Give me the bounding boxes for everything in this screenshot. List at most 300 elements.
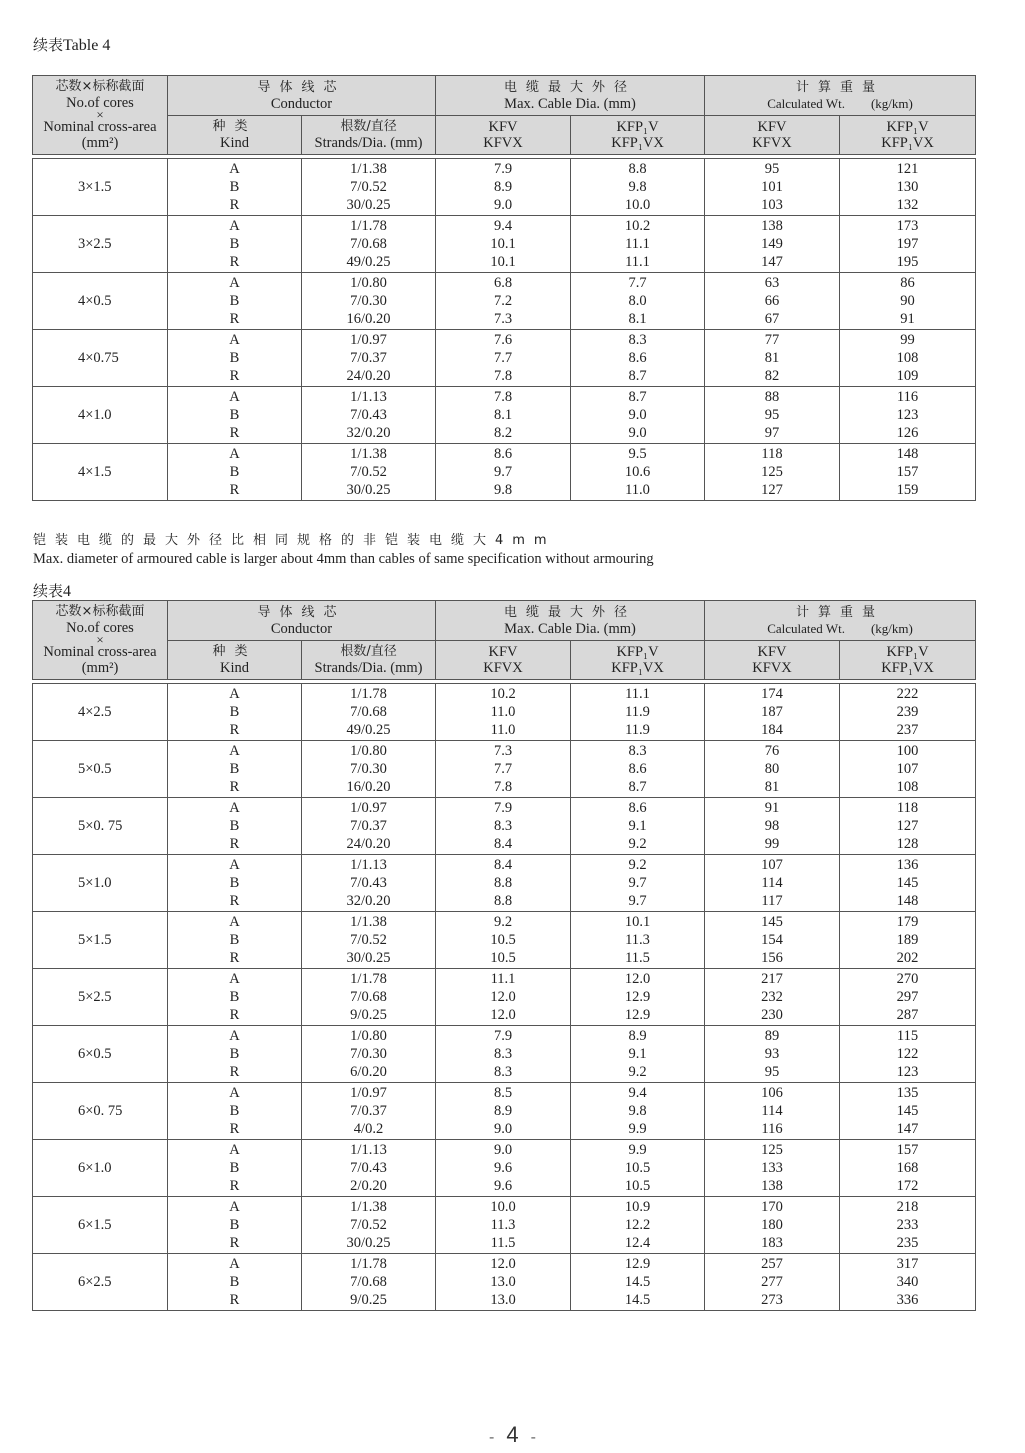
cell-value: 11.3 bbox=[490, 1217, 516, 1233]
cell-value: 1/1.78 bbox=[350, 971, 387, 987]
cell-value: B bbox=[229, 761, 240, 777]
wt-kfpv-cell bbox=[840, 969, 976, 1026]
cell-value: R bbox=[229, 1007, 240, 1023]
cell-value: 91 bbox=[900, 311, 915, 327]
table-row bbox=[33, 855, 976, 912]
cell-value: 10.1 bbox=[490, 254, 516, 270]
cell-value: B bbox=[229, 1217, 240, 1233]
cell-value: 8.8 bbox=[628, 161, 647, 177]
cell-value: B bbox=[229, 293, 240, 309]
header-kfvx: KFVX bbox=[752, 660, 792, 676]
spec-cell bbox=[33, 216, 168, 273]
spec-cell bbox=[33, 1026, 168, 1083]
wt-kfpv-cell bbox=[840, 1197, 976, 1254]
cell-value: 7/0.43 bbox=[350, 1160, 387, 1176]
cell-value: 154 bbox=[761, 932, 783, 948]
cell-value: 90 bbox=[900, 293, 915, 309]
table-row bbox=[33, 159, 976, 216]
cell-value: 7/0.68 bbox=[350, 989, 387, 1005]
cell-value: 9.4 bbox=[628, 1085, 647, 1101]
cell-value: 8.7 bbox=[628, 389, 647, 405]
cell-value: R bbox=[229, 950, 240, 966]
cell-value: 9.6 bbox=[493, 1160, 513, 1176]
strands-cell bbox=[302, 273, 436, 330]
wt-kfv-cell bbox=[705, 1083, 840, 1140]
cell-value: 121 bbox=[896, 161, 919, 177]
cell-value: 172 bbox=[896, 1178, 919, 1194]
cell-value: R bbox=[229, 1292, 240, 1308]
cell-value: 157 bbox=[896, 1142, 919, 1158]
spec-value: 4×2.5 bbox=[78, 704, 112, 720]
cell-value: 8.6 bbox=[493, 446, 513, 462]
cell-value: 30/0.25 bbox=[346, 482, 391, 498]
cell-value: A bbox=[229, 1028, 240, 1044]
header-kind bbox=[168, 641, 302, 680]
header-wt-en2: (kg/km) bbox=[870, 620, 913, 636]
dia-kfpv-cell bbox=[571, 1197, 705, 1254]
cell-value: 1/1.38 bbox=[350, 161, 387, 177]
header-conductor bbox=[168, 601, 436, 641]
cell-value: 11.1 bbox=[490, 971, 516, 987]
kind-cell bbox=[168, 855, 302, 912]
cell-value: 14.5 bbox=[624, 1292, 651, 1308]
cell-value: 9.2 bbox=[628, 1064, 647, 1080]
cell-value: 8.9 bbox=[628, 1028, 647, 1044]
header-kfpvx: KFP₁VX bbox=[881, 135, 934, 151]
table2-caption-num: 4 bbox=[63, 583, 72, 600]
cell-value: 7.2 bbox=[493, 293, 513, 309]
dia-kfpv-cell bbox=[571, 159, 705, 216]
dia-kfpv-cell bbox=[571, 1083, 705, 1140]
dia-kfv-cell bbox=[436, 1197, 571, 1254]
cell-value: 10.6 bbox=[624, 464, 651, 480]
header-dia-kfv bbox=[436, 116, 571, 155]
dia-kfv-cell bbox=[436, 684, 571, 741]
cell-value: 138 bbox=[761, 1178, 783, 1194]
cell-value: 9.0 bbox=[493, 1121, 513, 1137]
header-kind-zh: 种类 bbox=[212, 644, 257, 659]
cell-value: 109 bbox=[896, 368, 919, 384]
kind-cell bbox=[168, 273, 302, 330]
cell-value: 8.9 bbox=[493, 179, 513, 195]
cell-value: 179 bbox=[896, 914, 919, 930]
cell-value: 130 bbox=[896, 179, 919, 195]
cell-value: 7/0.52 bbox=[350, 932, 387, 948]
cell-value: A bbox=[229, 857, 240, 873]
cell-value: 133 bbox=[761, 1160, 783, 1176]
dia-kfv-cell bbox=[436, 969, 571, 1026]
cell-value: 8.1 bbox=[628, 311, 647, 327]
kind-cell bbox=[168, 798, 302, 855]
cell-value: 108 bbox=[896, 350, 919, 366]
cell-value: 97 bbox=[764, 425, 780, 441]
table-row bbox=[33, 1254, 976, 1311]
cell-value: 88 bbox=[764, 389, 780, 405]
header-cores-unit: (mm²) bbox=[81, 135, 119, 151]
cell-value: 132 bbox=[896, 197, 919, 213]
cell-value: 148 bbox=[896, 446, 919, 462]
cell-value: 77 bbox=[764, 332, 780, 348]
header-conductor-en: Conductor bbox=[270, 95, 333, 112]
table-row bbox=[33, 969, 976, 1026]
cell-value: 149 bbox=[761, 236, 783, 252]
cell-value: 12.9 bbox=[624, 989, 651, 1005]
spec-cell bbox=[33, 684, 168, 741]
cell-value: 8.4 bbox=[493, 836, 513, 852]
cell-value: 170 bbox=[761, 1199, 783, 1215]
cell-value: 9.6 bbox=[493, 1178, 513, 1194]
cell-value: 12.4 bbox=[624, 1235, 651, 1251]
header-conductor-zh: 导体线芯 bbox=[257, 79, 346, 95]
dia-kfpv-cell bbox=[571, 444, 705, 501]
cell-value: 95 bbox=[764, 407, 780, 423]
dia-kfpv-cell bbox=[571, 741, 705, 798]
cell-value: B bbox=[229, 464, 240, 480]
spec-value: 5×0.5 bbox=[78, 761, 112, 777]
dia-kfpv-cell bbox=[571, 330, 705, 387]
cell-value: 222 bbox=[896, 686, 919, 702]
cell-value: 156 bbox=[761, 950, 783, 966]
strands-cell bbox=[302, 1254, 436, 1311]
cell-value: 9.0 bbox=[493, 197, 513, 213]
cell-value: B bbox=[229, 1103, 240, 1119]
cell-value: 14.5 bbox=[624, 1274, 651, 1290]
cell-value: 9.1 bbox=[628, 1046, 647, 1062]
header-wt-kfpv bbox=[840, 116, 976, 155]
cell-value: R bbox=[229, 893, 240, 909]
cell-value: 91 bbox=[764, 800, 780, 816]
cell-value: R bbox=[229, 1121, 240, 1137]
cell-value: 9.0 bbox=[628, 425, 647, 441]
cell-value: 12.0 bbox=[490, 1256, 516, 1272]
armour-note-zh: 铠装电缆的最大外径比相同规格的非铠装电缆大4mm bbox=[33, 533, 556, 548]
cell-value: 9.2 bbox=[628, 836, 647, 852]
cell-value: 8.0 bbox=[628, 293, 647, 309]
cell-value: 9.7 bbox=[493, 464, 513, 480]
strands-cell bbox=[302, 1197, 436, 1254]
cell-value: 8.3 bbox=[493, 818, 513, 834]
page-dash-right: - bbox=[530, 1429, 536, 1446]
cell-value: 270 bbox=[896, 971, 919, 987]
wt-kfv-cell bbox=[705, 741, 840, 798]
spec-value: 5×2.5 bbox=[78, 989, 112, 1005]
dia-kfv-cell bbox=[436, 741, 571, 798]
cell-value: 7.7 bbox=[493, 350, 513, 366]
cell-value: 115 bbox=[896, 1028, 919, 1044]
cell-value: 11.1 bbox=[625, 236, 650, 252]
cell-value: B bbox=[229, 932, 240, 948]
dia-kfpv-cell bbox=[571, 1254, 705, 1311]
dia-kfv-cell bbox=[436, 387, 571, 444]
header-kfvx: KFVX bbox=[483, 135, 523, 151]
wt-kfpv-cell bbox=[840, 741, 976, 798]
cell-value: 10.0 bbox=[624, 197, 651, 213]
table-row bbox=[33, 387, 976, 444]
cell-value: 7.7 bbox=[493, 761, 513, 777]
cell-value: 7/0.37 bbox=[350, 1103, 387, 1119]
spec-value: 4×1.5 bbox=[78, 464, 112, 480]
header-conductor bbox=[168, 76, 436, 116]
table-row bbox=[33, 1140, 976, 1197]
header-wt-en1: Calculated Wt. bbox=[767, 620, 845, 636]
page-number-value: 4 bbox=[506, 1422, 519, 1447]
table-row bbox=[33, 798, 976, 855]
wt-kfpv-cell bbox=[840, 444, 976, 501]
cell-value: A bbox=[229, 971, 240, 987]
table1-caption-en: Table 4 bbox=[63, 37, 111, 54]
cell-value: 24/0.20 bbox=[346, 368, 391, 384]
cell-value: 123 bbox=[896, 1064, 919, 1080]
spec-cell bbox=[33, 798, 168, 855]
spec-value: 5×1.5 bbox=[78, 932, 112, 948]
cell-value: 7.8 bbox=[493, 368, 513, 384]
cell-value: 82 bbox=[764, 368, 780, 384]
cell-value: 1/0.80 bbox=[350, 1028, 387, 1044]
cell-value: 12.0 bbox=[624, 971, 651, 987]
cell-value: 1/1.38 bbox=[350, 1199, 387, 1215]
cell-value: 118 bbox=[761, 446, 783, 462]
cell-value: 12.0 bbox=[490, 989, 516, 1005]
cell-value: B bbox=[229, 989, 240, 1005]
kind-cell bbox=[168, 1197, 302, 1254]
header-conductor-zh: 导体线芯 bbox=[257, 604, 346, 620]
cell-value: 117 bbox=[761, 893, 783, 909]
cell-value: 145 bbox=[761, 914, 783, 930]
cell-value: 24/0.20 bbox=[346, 836, 391, 852]
cell-value: 13.0 bbox=[490, 1292, 516, 1308]
header-dia-kfpv bbox=[571, 641, 705, 680]
cell-value: 116 bbox=[761, 1121, 783, 1137]
cell-value: 233 bbox=[896, 1217, 919, 1233]
table-row bbox=[33, 741, 976, 798]
cell-value: A bbox=[229, 1199, 240, 1215]
cell-value: B bbox=[229, 1274, 240, 1290]
cell-value: R bbox=[229, 368, 240, 384]
cell-value: A bbox=[229, 1085, 240, 1101]
cell-value: 8.3 bbox=[493, 1046, 513, 1062]
cell-value: 11.5 bbox=[490, 1235, 516, 1251]
wt-kfpv-cell bbox=[840, 1026, 976, 1083]
wt-kfv-cell bbox=[705, 273, 840, 330]
header-strands-en: Strands/Dia. (mm) bbox=[314, 660, 423, 676]
spec-cell bbox=[33, 969, 168, 1026]
spec-value: 6×2.5 bbox=[78, 1274, 112, 1290]
dia-kfpv-cell bbox=[571, 216, 705, 273]
wt-kfv-cell bbox=[705, 855, 840, 912]
cell-value: 9.9 bbox=[628, 1142, 647, 1158]
cell-value: B bbox=[229, 875, 240, 891]
spec-value: 4×0.75 bbox=[78, 350, 119, 366]
cell-value: R bbox=[229, 1178, 240, 1194]
kind-cell bbox=[168, 1254, 302, 1311]
cell-value: 66 bbox=[764, 293, 780, 309]
header-cores-unit: (mm²) bbox=[81, 660, 119, 676]
wt-kfpv-cell bbox=[840, 912, 976, 969]
cell-value: 138 bbox=[761, 218, 783, 234]
cell-value: 100 bbox=[896, 743, 919, 759]
cell-value: 273 bbox=[761, 1292, 783, 1308]
cell-value: 30/0.25 bbox=[346, 1235, 391, 1251]
spec-value: 3×1.5 bbox=[78, 179, 112, 195]
wt-kfv-cell bbox=[705, 1140, 840, 1197]
header-strands bbox=[302, 116, 436, 155]
table-row bbox=[33, 684, 976, 741]
cell-value: 30/0.25 bbox=[346, 197, 391, 213]
strands-cell bbox=[302, 159, 436, 216]
strands-cell bbox=[302, 684, 436, 741]
cell-value: 80 bbox=[764, 761, 780, 777]
cell-value: 7/0.52 bbox=[350, 179, 387, 195]
cell-value: 16/0.20 bbox=[346, 779, 391, 795]
cell-value: 8.6 bbox=[628, 761, 647, 777]
cell-value: 8.4 bbox=[493, 857, 513, 873]
wt-kfpv-cell bbox=[840, 1254, 976, 1311]
spec-value: 6×1.5 bbox=[78, 1217, 112, 1233]
kind-cell bbox=[168, 912, 302, 969]
cell-value: 1/1.38 bbox=[350, 446, 387, 462]
cell-value: 340 bbox=[896, 1274, 919, 1290]
table1-caption-zh: 续表 bbox=[33, 36, 64, 54]
cell-value: 7/0.30 bbox=[350, 761, 387, 777]
cell-value: 136 bbox=[896, 857, 919, 873]
dia-kfpv-cell bbox=[571, 387, 705, 444]
spec-cell bbox=[33, 387, 168, 444]
cell-value: 277 bbox=[761, 1274, 783, 1290]
spec-cell bbox=[33, 741, 168, 798]
header-dia-kfv bbox=[436, 641, 571, 680]
cell-value: 9.8 bbox=[493, 482, 513, 498]
cable-spec-table-2 bbox=[32, 600, 976, 1311]
cell-value: 11.0 bbox=[625, 482, 650, 498]
cell-value: B bbox=[229, 704, 240, 720]
spec-value: 6×0. 75 bbox=[78, 1103, 123, 1119]
cell-value: 9.2 bbox=[493, 914, 513, 930]
strands-cell bbox=[302, 798, 436, 855]
armour-note-en: Max. diameter of armoured cable is larger about 4mm than cables of same specification without armouring bbox=[33, 551, 654, 567]
dia-kfv-cell bbox=[436, 912, 571, 969]
table-row bbox=[33, 216, 976, 273]
cell-value: 239 bbox=[896, 704, 919, 720]
cell-value: 7.9 bbox=[493, 800, 513, 816]
header-kfpvx: KFP₁VX bbox=[611, 660, 664, 676]
cell-value: B bbox=[229, 1046, 240, 1062]
cell-value: 1/0.80 bbox=[350, 743, 387, 759]
cell-value: 9.5 bbox=[628, 446, 647, 462]
cell-value: 128 bbox=[896, 836, 919, 852]
cell-value: B bbox=[229, 818, 240, 834]
dia-kfv-cell bbox=[436, 855, 571, 912]
strands-cell bbox=[302, 330, 436, 387]
cell-value: 95 bbox=[764, 1064, 780, 1080]
cell-value: 4/0.2 bbox=[353, 1121, 384, 1137]
cell-value: 7/0.52 bbox=[350, 1217, 387, 1233]
cell-value: 11.0 bbox=[490, 722, 516, 738]
header-wt-kfpv bbox=[840, 641, 976, 680]
cell-value: A bbox=[229, 332, 240, 348]
wt-kfv-cell bbox=[705, 912, 840, 969]
cell-value: R bbox=[229, 425, 240, 441]
cell-value: 7/0.43 bbox=[350, 875, 387, 891]
cell-value: 1/0.97 bbox=[350, 800, 387, 816]
cell-value: 32/0.20 bbox=[346, 893, 391, 909]
cell-value: A bbox=[229, 914, 240, 930]
dia-kfpv-cell bbox=[571, 1140, 705, 1197]
dia-kfv-cell bbox=[436, 1140, 571, 1197]
cell-value: 7.6 bbox=[493, 332, 513, 348]
cell-value: 1/0.97 bbox=[350, 332, 387, 348]
cell-value: B bbox=[229, 179, 240, 195]
cell-value: R bbox=[229, 197, 240, 213]
spec-cell bbox=[33, 444, 168, 501]
spec-value: 5×0. 75 bbox=[78, 818, 123, 834]
header-cores-zh: 芯数×标称截面 bbox=[55, 604, 145, 619]
cell-value: 7.9 bbox=[493, 1028, 513, 1044]
page-dash-left: - bbox=[489, 1429, 495, 1446]
wt-kfpv-cell bbox=[840, 855, 976, 912]
cell-value: 108 bbox=[896, 779, 919, 795]
strands-cell bbox=[302, 387, 436, 444]
dia-kfv-cell bbox=[436, 216, 571, 273]
header-strands bbox=[302, 641, 436, 680]
cell-value: 230 bbox=[761, 1007, 783, 1023]
header-cores-x: × bbox=[96, 632, 104, 647]
header-strands-zh: 根数/直径 bbox=[340, 119, 397, 134]
wt-kfpv-cell bbox=[840, 1140, 976, 1197]
header-dia-en: Max. Cable Dia. (mm) bbox=[504, 620, 636, 637]
cell-value: R bbox=[229, 482, 240, 498]
cell-value: 8.3 bbox=[628, 743, 647, 759]
cell-value: 107 bbox=[896, 761, 919, 777]
cell-value: 8.6 bbox=[628, 350, 647, 366]
dia-kfv-cell bbox=[436, 1026, 571, 1083]
cell-value: 8.7 bbox=[628, 779, 647, 795]
cell-value: 7.3 bbox=[493, 311, 513, 327]
wt-kfv-cell bbox=[705, 969, 840, 1026]
cell-value: 6/0.20 bbox=[350, 1064, 387, 1080]
wt-kfpv-cell bbox=[840, 798, 976, 855]
cell-value: 7.3 bbox=[493, 743, 513, 759]
kind-cell bbox=[168, 387, 302, 444]
header-cores-x: × bbox=[96, 107, 104, 122]
cell-value: 93 bbox=[764, 1046, 780, 1062]
header-cores-en2: Nominal cross-area bbox=[43, 644, 157, 660]
header-dia-zh: 电缆最大外径 bbox=[504, 79, 637, 95]
wt-kfpv-cell bbox=[840, 273, 976, 330]
table-row bbox=[33, 273, 976, 330]
wt-kfv-cell bbox=[705, 159, 840, 216]
cell-value: 103 bbox=[761, 197, 783, 213]
cell-value: 10.1 bbox=[624, 914, 651, 930]
cell-value: A bbox=[229, 161, 240, 177]
spec-cell bbox=[33, 159, 168, 216]
cell-value: 10.2 bbox=[490, 686, 516, 702]
header-conductor-en: Conductor bbox=[270, 620, 333, 637]
wt-kfv-cell bbox=[705, 1254, 840, 1311]
spec-value: 4×0.5 bbox=[78, 293, 112, 309]
cell-value: 114 bbox=[761, 1103, 783, 1119]
strands-cell bbox=[302, 912, 436, 969]
cell-value: 1/1.13 bbox=[350, 857, 387, 873]
table1-caption bbox=[33, 34, 110, 55]
strands-cell bbox=[302, 741, 436, 798]
header-cores-en2: Nominal cross-area bbox=[43, 119, 157, 135]
cell-value: 32/0.20 bbox=[346, 425, 391, 441]
cell-value: 187 bbox=[761, 704, 783, 720]
cell-value: 114 bbox=[761, 875, 783, 891]
cell-value: 11.1 bbox=[625, 686, 650, 702]
dia-kfpv-cell bbox=[571, 798, 705, 855]
header-kind-en: Kind bbox=[220, 660, 249, 676]
